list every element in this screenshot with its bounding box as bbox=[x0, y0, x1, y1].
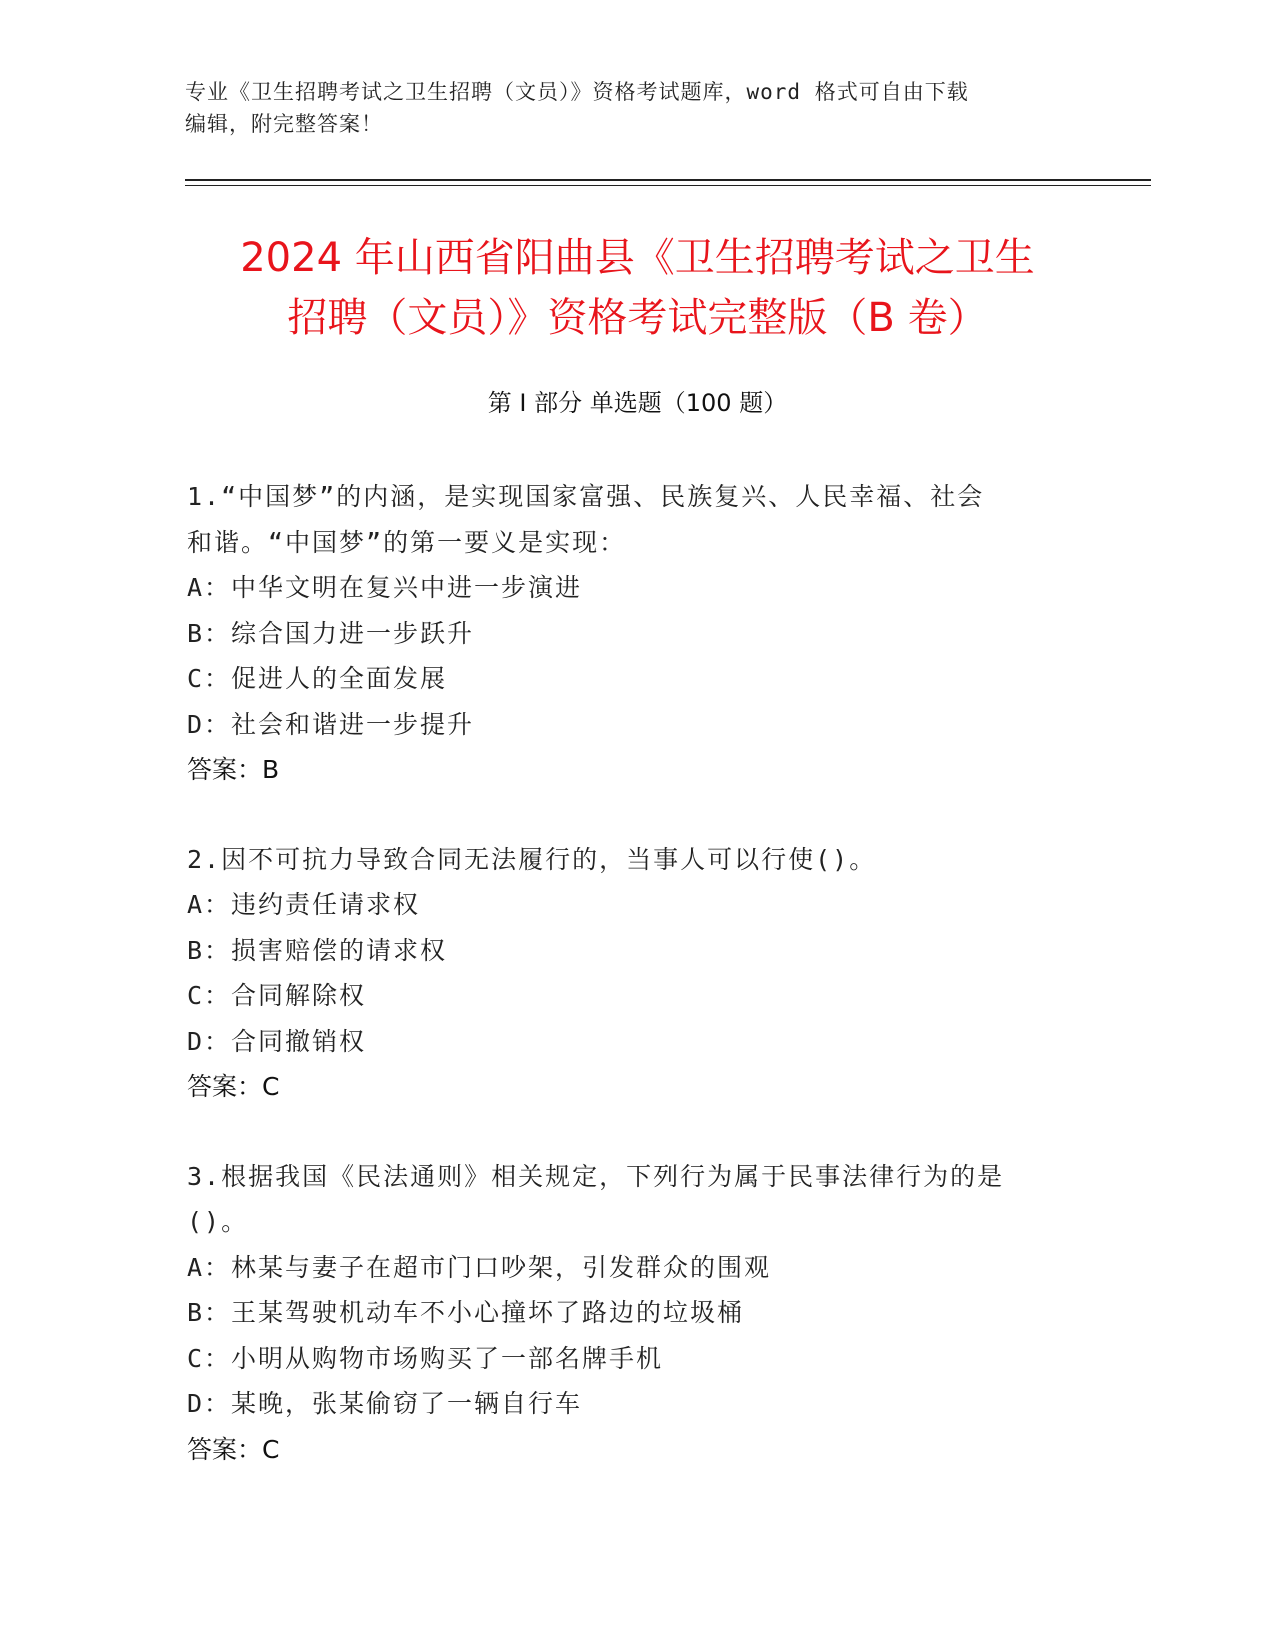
header-note-line-2: 编辑，附完整答案！ bbox=[185, 112, 383, 136]
answer-label: 答案：B bbox=[187, 755, 280, 784]
option-a: A：林某与妻子在超市门口吵架，引发群众的围观 bbox=[187, 1252, 772, 1282]
option-a: A：违约责任请求权 bbox=[187, 890, 421, 919]
question-stem-line: 和谐。“中国梦”的第一要义是实现： bbox=[187, 527, 627, 557]
document-title-line-1: 2024 年山西省阳曲县《卫生招聘考试之卫生 bbox=[240, 235, 1035, 281]
option-c: C：促进人的全面发展 bbox=[187, 664, 448, 693]
section-heading: 第 I 部分 单选题（100 题） bbox=[487, 389, 788, 417]
option-b: B：损害赔偿的请求权 bbox=[187, 935, 448, 965]
option-b: B：王某驾驶机动车不小心撞坏了路边的垃圾桶 bbox=[187, 1298, 745, 1327]
question-3 bbox=[187, 1154, 1067, 1473]
question-stem-line: 2.因不可抗力导致合同无法履行的，当事人可以行使()。 bbox=[187, 844, 877, 874]
question-2 bbox=[187, 837, 1067, 1110]
document-title-line-2: 招聘（文员）》资格考试完整版（B 卷） bbox=[287, 295, 988, 341]
header-divider-thick bbox=[185, 179, 1151, 181]
question-1 bbox=[187, 474, 1067, 793]
question-stem-line: 3.根据我国《民法通则》相关规定，下列行为属于民事法律行为的是 bbox=[187, 1161, 1005, 1191]
question-list bbox=[187, 474, 1067, 1516]
option-a: A：中华文明在复兴中进一步演进 bbox=[187, 573, 583, 602]
header-divider-thin bbox=[185, 185, 1151, 186]
header-note-line-1: 专业《卫生招聘考试之卫生招聘（文员）》资格考试题库，word 格式可自由下载 bbox=[185, 80, 969, 104]
question-stem-line: 1.“中国梦”的内涵，是实现国家富强、民族复兴、人民幸福、社会 bbox=[187, 482, 985, 511]
answer-label: 答案：C bbox=[187, 1072, 280, 1101]
option-c: C：合同解除权 bbox=[187, 981, 367, 1010]
answer-label: 答案：C bbox=[187, 1434, 280, 1464]
option-c: C：小明从购物市场购买了一部名牌手机 bbox=[187, 1343, 664, 1373]
header-note bbox=[185, 76, 1085, 140]
question-stem-line: ()。 bbox=[187, 1207, 249, 1236]
option-d: D：某晚，张某偷窃了一辆自行车 bbox=[187, 1389, 583, 1418]
option-b: B：综合国力进一步跃升 bbox=[187, 618, 475, 648]
option-d: D：社会和谐进一步提升 bbox=[187, 709, 475, 739]
option-d: D：合同撤销权 bbox=[187, 1026, 367, 1056]
document-title bbox=[160, 228, 1115, 348]
